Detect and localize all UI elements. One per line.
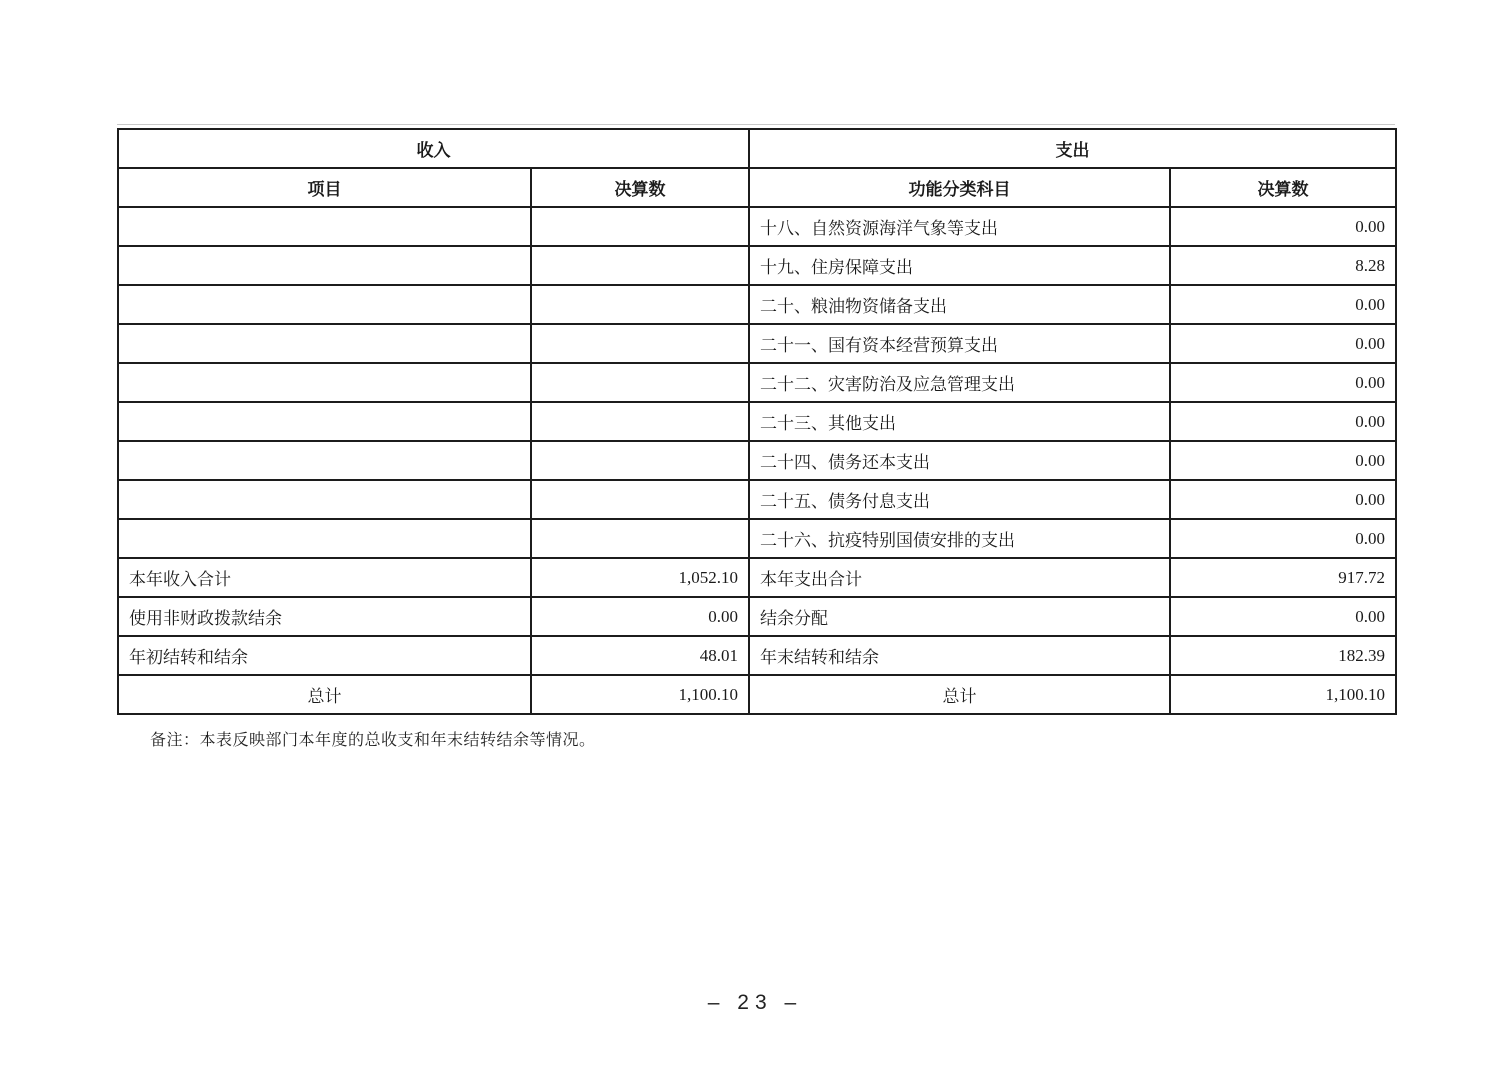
expense-item-label: 十九、住房保障支出 [749,246,1170,285]
table-row [118,519,1396,558]
income-item-value [531,324,749,363]
expense-item-value: 0.00 [1170,285,1396,324]
table-row-income-total [118,558,1396,597]
expense-item-label: 二十六、抗疫特别国债安排的支出 [749,519,1170,558]
table-row [118,246,1396,285]
table-row [118,480,1396,519]
expense-total-label: 总计 [749,675,1170,714]
income-item-label [118,480,531,519]
income-item-value [531,207,749,246]
expense-item-value: 182.39 [1170,636,1396,675]
section-header-row [118,129,1396,168]
table-row [118,363,1396,402]
col-header-expense-amount: 决算数 [1170,168,1396,207]
expense-item-label: 二十五、债务付息支出 [749,480,1170,519]
income-item-label [118,207,531,246]
table-note: 备注：本表反映部门本年度的总收支和年末结转结余等情况。 [150,732,596,749]
column-header-row [118,168,1396,207]
expense-item-label: 十八、自然资源海洋气象等支出 [749,207,1170,246]
income-item-value: 48.01 [531,636,749,675]
income-item-label [118,519,531,558]
expense-item-value: 0.00 [1170,402,1396,441]
income-item-value [531,480,749,519]
table-row-grand-total [118,675,1396,714]
expense-item-label: 本年支出合计 [749,558,1170,597]
income-item-value [531,402,749,441]
income-item-value [531,285,749,324]
table-row [118,636,1396,675]
expense-item-value: 0.00 [1170,519,1396,558]
income-item-value: 1,052.10 [531,558,749,597]
expense-item-label: 二十二、灾害防治及应急管理支出 [749,363,1170,402]
expense-item-value: 8.28 [1170,246,1396,285]
expense-item-value: 0.00 [1170,324,1396,363]
expense-item-label: 二十一、国有资本经营预算支出 [749,324,1170,363]
income-item-value [531,441,749,480]
expense-item-label: 结余分配 [749,597,1170,636]
expense-item-label: 年末结转和结余 [749,636,1170,675]
table-row [118,597,1396,636]
income-item-label [118,402,531,441]
col-header-income-amount: 决算数 [531,168,749,207]
scan-artifact-line [117,124,1395,125]
income-section-header: 收入 [118,129,749,168]
final-accounts-summary-table [117,128,1395,715]
income-item-label: 年初结转和结余 [118,636,531,675]
income-expense-table [117,128,1397,715]
expense-item-label: 二十三、其他支出 [749,402,1170,441]
income-total-value: 1,100.10 [531,675,749,714]
table-row [118,324,1396,363]
table-row [118,207,1396,246]
income-item-label [118,246,531,285]
income-item-label [118,324,531,363]
expense-item-value: 0.00 [1170,441,1396,480]
col-header-category: 功能分类科目 [749,168,1170,207]
income-item-label: 使用非财政拨款结余 [118,597,531,636]
income-item-label: 本年收入合计 [118,558,531,597]
col-header-item: 项目 [118,168,531,207]
table-row [118,402,1396,441]
expense-item-value: 0.00 [1170,363,1396,402]
income-item-value [531,363,749,402]
page-number: – 23 – [707,991,803,1014]
income-total-label: 总计 [118,675,531,714]
expense-item-value: 0.00 [1170,207,1396,246]
expense-item-value: 0.00 [1170,480,1396,519]
expense-item-label: 二十四、债务还本支出 [749,441,1170,480]
income-item-value: 0.00 [531,597,749,636]
table-row [118,441,1396,480]
expense-total-value: 1,100.10 [1170,675,1396,714]
expense-item-value: 0.00 [1170,597,1396,636]
income-item-label [118,441,531,480]
income-item-label [118,285,531,324]
expense-item-value: 917.72 [1170,558,1396,597]
table-row [118,285,1396,324]
income-item-label [118,363,531,402]
expense-section-header: 支出 [749,129,1396,168]
income-item-value [531,519,749,558]
income-item-value [531,246,749,285]
expense-item-label: 二十、粮油物资储备支出 [749,285,1170,324]
